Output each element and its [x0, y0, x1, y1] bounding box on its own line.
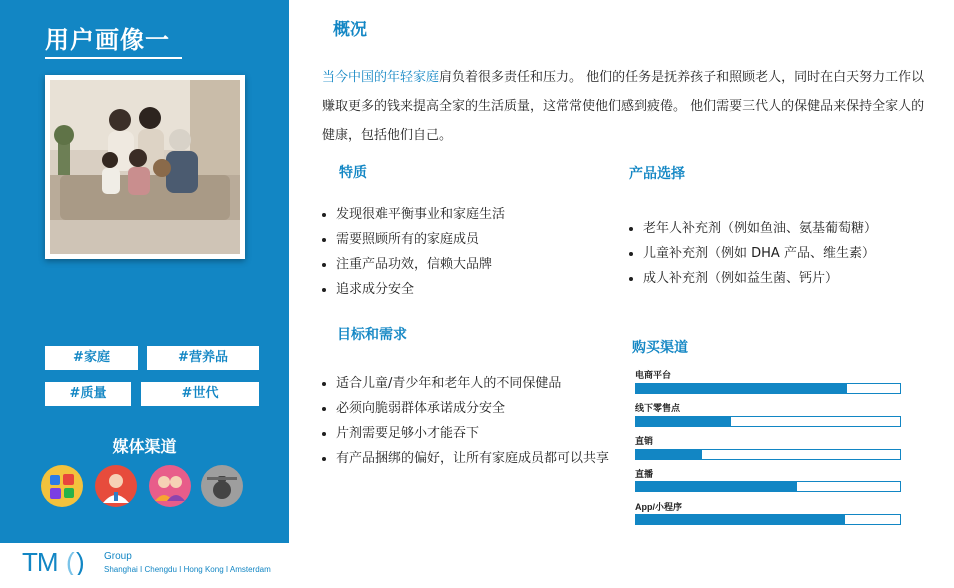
channel-bar: [635, 514, 901, 525]
products-list: [625, 216, 948, 291]
channel-label: 直销: [635, 436, 654, 446]
channels-title: 购买渠道: [632, 340, 688, 356]
tag-family: #家庭: [45, 346, 138, 370]
channel-bar-fill: [636, 515, 845, 524]
list-item: • 注重产品功效，信赖大品牌: [336, 252, 616, 277]
list-item: • 儿童补充剂（例如 DHA 产品、维生素）: [643, 241, 948, 266]
overview-paragraph: [322, 63, 937, 150]
list-item: • 发现很难平衡事业和家庭生活: [336, 202, 616, 227]
list-item: • 有产品捆绑的偏好，让所有家庭成员都可以共享: [336, 446, 626, 471]
tmo-logo: [22, 549, 102, 579]
svg-text:(: (: [66, 549, 75, 575]
persona-title: 用户画像一: [45, 26, 170, 54]
goals-title: 目标和需求: [337, 327, 407, 343]
media-channels-title: 媒体渠道: [112, 437, 177, 456]
doctor-icon: [95, 465, 137, 507]
channel-label: 电商平台: [635, 370, 672, 380]
channel-bar: [635, 383, 901, 394]
footer-cities: Shanghai I Chengdu I Hong Kong I Amsterdam: [104, 565, 271, 574]
footer-group-label: Group: [104, 551, 132, 562]
goals-list: [318, 371, 626, 471]
svg-text:): ): [76, 549, 85, 575]
list-item: • 老年人补充剂（例如鱼油、氨基葡萄糖）: [643, 216, 948, 241]
overview-highlight: 当今中国的年轻家庭: [322, 70, 440, 85]
channel-bar: [635, 481, 901, 492]
products-title: 产品选择: [629, 166, 685, 182]
channel-label: 直播: [635, 469, 654, 479]
traits-title: 特质: [339, 165, 367, 181]
channel-bar-fill: [636, 450, 702, 459]
overview-text: 肩负着很多责任和压力。 他们的任务是抚养孩子和照顾老人，同时在白天努力工作以赚取更多的钱来提高全家的生活质量，这常常使他们感到疲倦。 他们需要三代人的保健品来保持全家人的健康，包括他们自己。: [322, 70, 925, 143]
fitness-icon: [201, 465, 243, 507]
channel-bar: [635, 449, 901, 460]
channel-bar-fill: [636, 384, 847, 393]
list-item: • 片剂需要足够小才能吞下: [336, 421, 626, 446]
channel-label: App/小程序: [635, 502, 682, 512]
overview-title: 概况: [333, 20, 367, 40]
social-apps-icon: [41, 465, 83, 507]
title-underline: [45, 57, 182, 59]
list-item: • 需要照顾所有的家庭成员: [336, 227, 616, 252]
channel-bar-fill: [636, 482, 797, 491]
channel-bar: [635, 416, 901, 427]
list-item: • 成人补充剂（例如益生菌、钙片）: [643, 266, 948, 291]
list-item: • 必须向脆弱群体承诺成分安全: [336, 396, 626, 421]
list-item: • 追求成分安全: [336, 277, 616, 302]
family-photo: [45, 75, 245, 259]
channel-label: 线下零售点: [635, 403, 681, 413]
tag-quality: #质量: [45, 382, 131, 406]
family-women-icon: [149, 465, 191, 507]
channel-bar-fill: [636, 417, 731, 426]
tag-generation: #世代: [141, 382, 259, 406]
list-item: • 适合儿童/青少年和老年人的不同保健品: [336, 371, 626, 396]
tag-nutrition: #营养品: [147, 346, 259, 370]
traits-list: [318, 202, 616, 302]
svg-text:TM: TM: [22, 549, 58, 575]
